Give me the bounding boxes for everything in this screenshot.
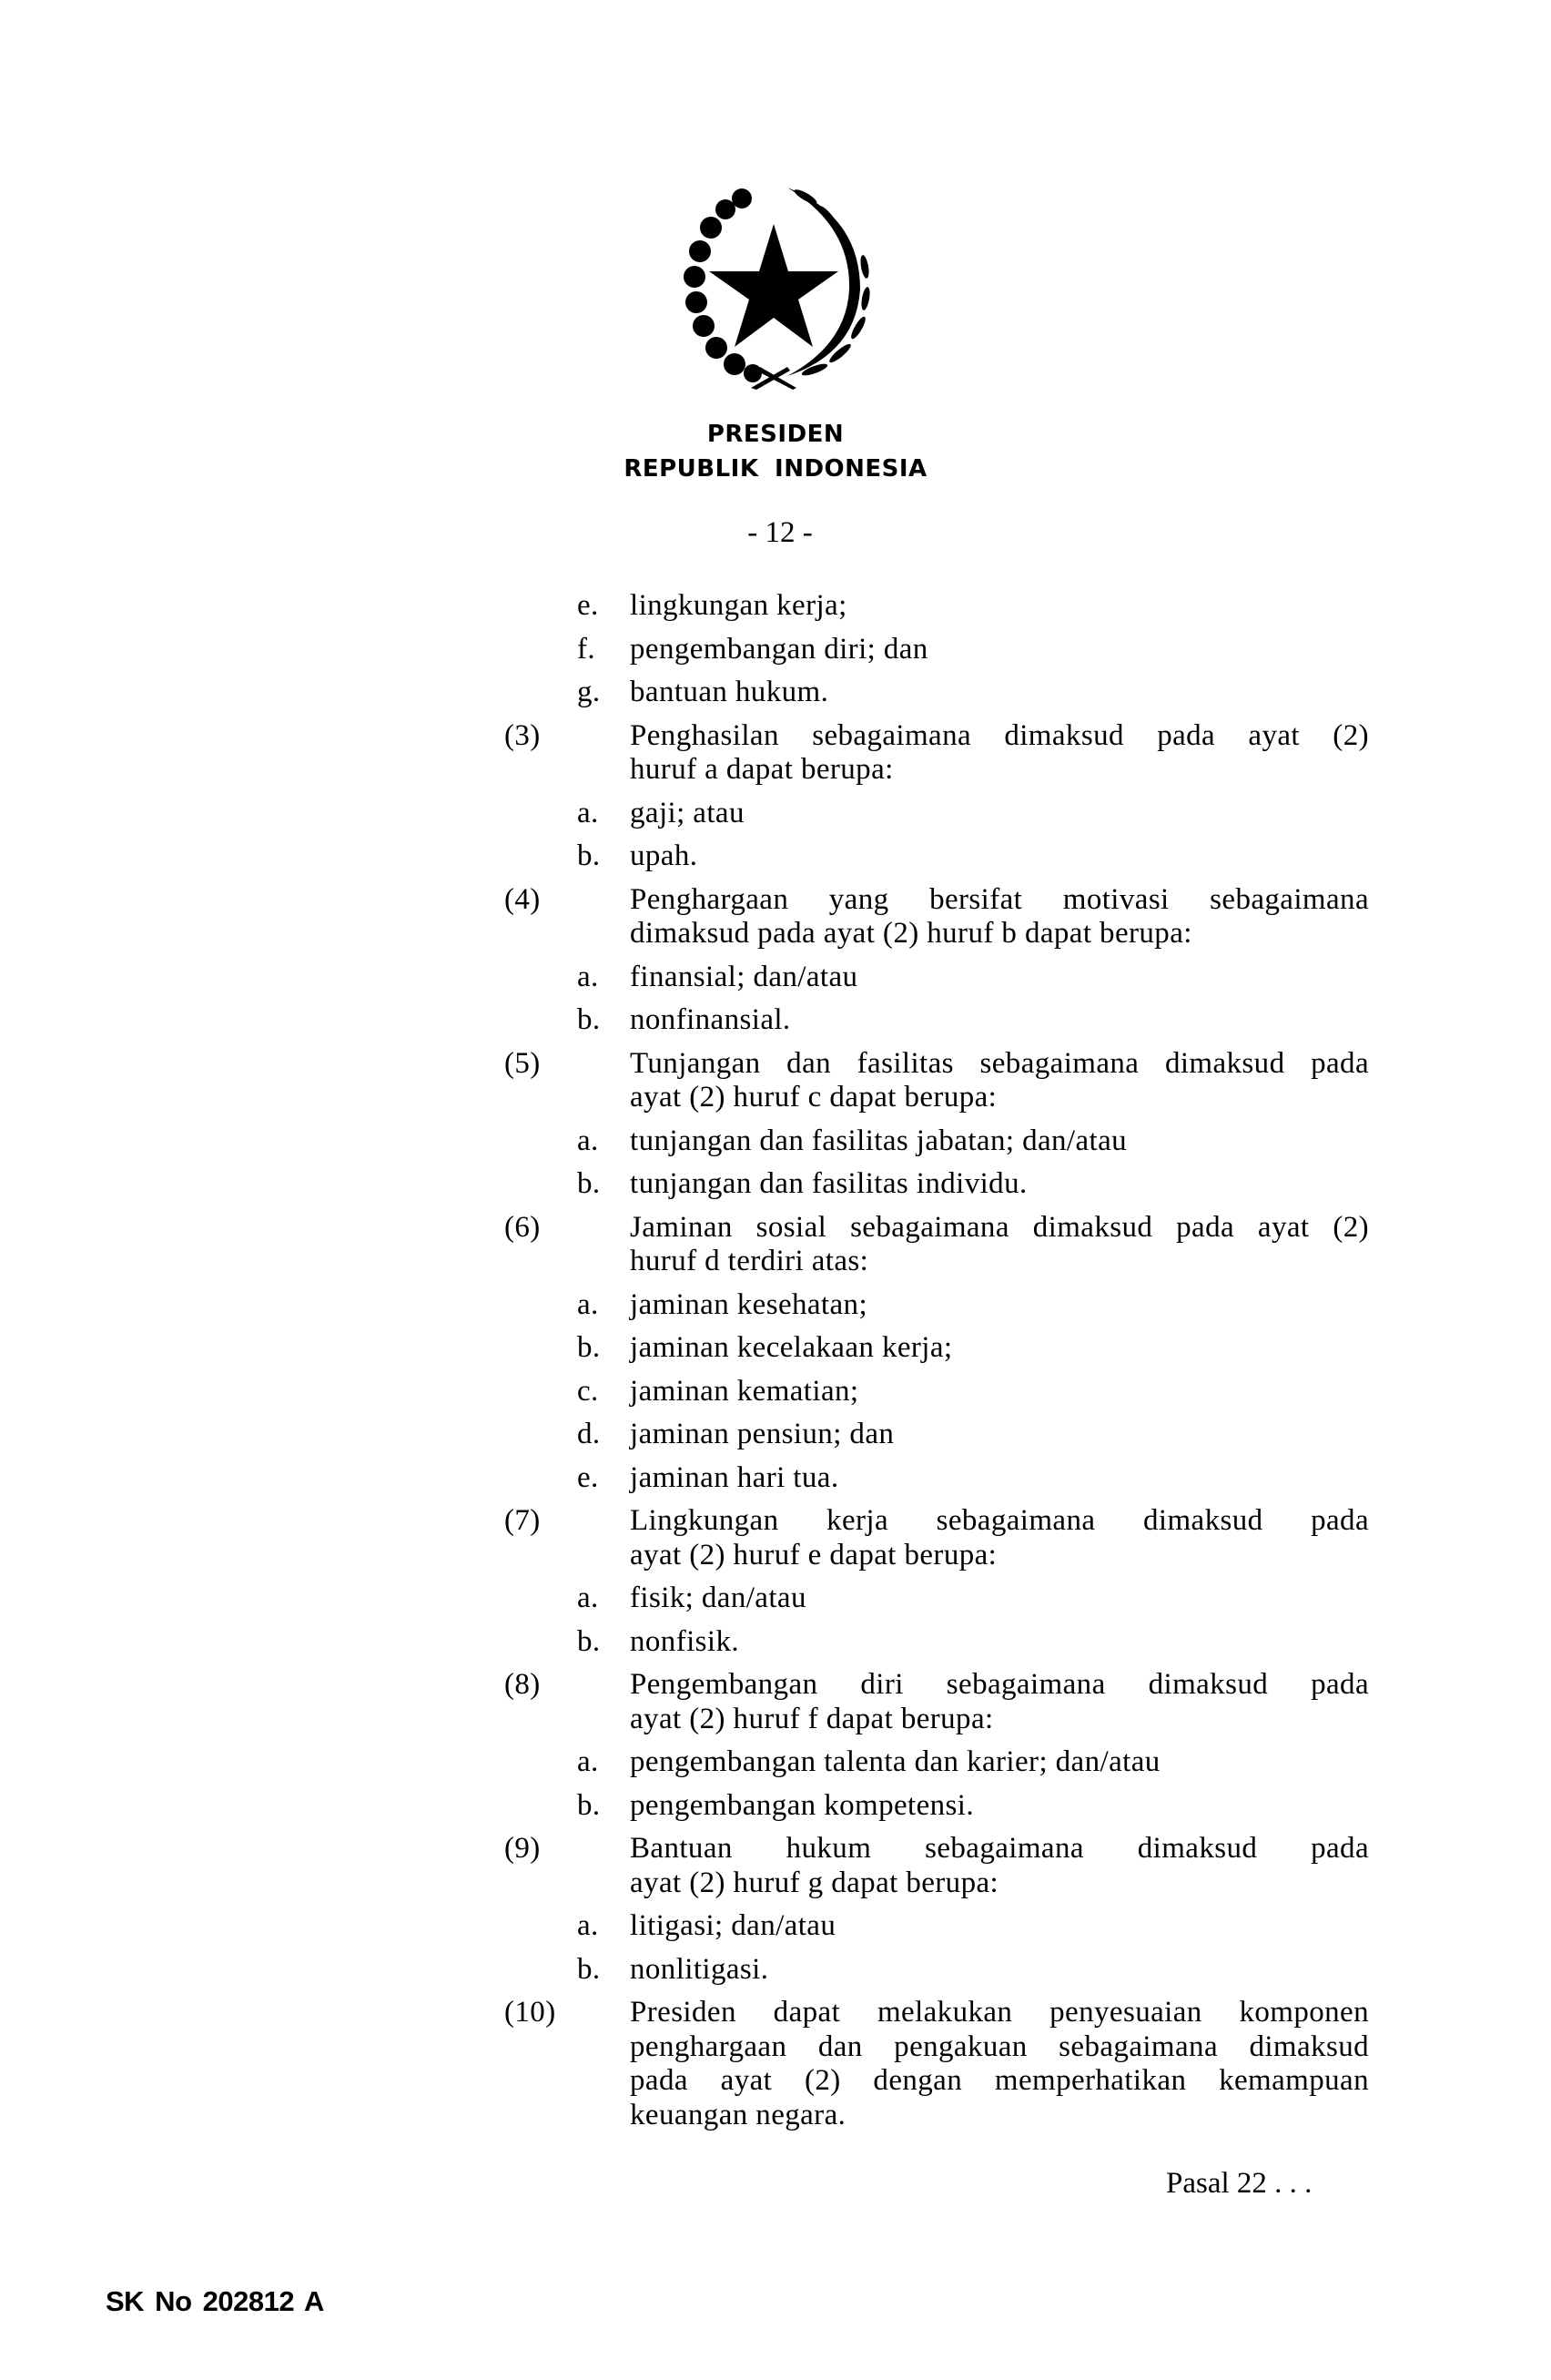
paragraph-number: (3) xyxy=(504,718,541,752)
paragraph-number: (8) xyxy=(504,1668,541,1701)
subitem-label: a. xyxy=(577,1582,599,1614)
paragraph-line: dimaksud pada ayat (2) huruf b dapat berupa: xyxy=(630,917,1192,950)
footer-code: SK No 202812 A xyxy=(106,2285,324,2317)
subitem-label: e. xyxy=(577,1460,599,1494)
subitem-label: d. xyxy=(577,1418,601,1450)
paragraph-item xyxy=(504,1832,1369,1900)
list-subitem xyxy=(504,1789,1369,1824)
page-number: - 12 - xyxy=(747,516,813,549)
subitem-text: litigasi; dan/atau xyxy=(630,1909,836,1942)
subitem-label: g. xyxy=(577,676,601,708)
subitem-text: nonlitigasi. xyxy=(630,1952,769,1986)
paragraph-item xyxy=(504,883,1369,951)
subitem-label: b. xyxy=(577,1003,601,1036)
star-icon xyxy=(709,224,838,347)
subitem-text: nonfisik. xyxy=(630,1624,740,1658)
subitem-label: f. xyxy=(577,632,596,666)
paragraph-line: Pengembangan diri sebagaimana dimaksud pada xyxy=(630,1668,1369,1701)
paragraph-item xyxy=(504,1668,1369,1736)
paragraph-line: ayat (2) huruf f dapat berupa: xyxy=(630,1702,994,1735)
subitem-label: b. xyxy=(577,1167,601,1200)
paragraph-number: (6) xyxy=(504,1210,541,1244)
paragraph-item xyxy=(504,1504,1369,1572)
paragraph-line: Jaminan sosial sebagaimana dimaksud pada ayat (2) xyxy=(630,1210,1369,1244)
paragraph-line: Presiden dapat melakukan penyesuaian komponen xyxy=(630,1996,1369,2029)
subitem-text: jaminan kesehatan; xyxy=(630,1287,868,1321)
subitem-label: a. xyxy=(577,796,599,829)
list-subitem xyxy=(504,633,1369,667)
list-subitem xyxy=(504,1418,1369,1452)
subitem-text: bantuan hukum. xyxy=(630,676,829,708)
subitem-label: a. xyxy=(577,1745,599,1778)
subitem-label: b. xyxy=(577,1952,601,1986)
list-subitem xyxy=(504,1167,1369,1202)
paragraph-line: huruf a dapat berupa: xyxy=(630,753,894,786)
paragraph-item xyxy=(504,1211,1369,1279)
paragraph-line: ayat (2) huruf c dapat berupa: xyxy=(630,1081,998,1114)
subitem-label: b. xyxy=(577,1624,601,1658)
paragraph-line: penghargaan dan pengakuan sebagaimana dimaksud xyxy=(630,2029,1369,2063)
paragraph-line: Bantuan hukum sebagaimana dimaksud pada xyxy=(630,1832,1369,1865)
subitem-text: pengembangan kompetensi. xyxy=(630,1788,974,1822)
list-subitem xyxy=(504,1745,1369,1780)
letterhead-subtitle: REPUBLIK INDONESIA xyxy=(623,455,928,483)
subitem-text: jaminan hari tua. xyxy=(630,1460,839,1494)
list-subitem xyxy=(504,1953,1369,1988)
list-subitem xyxy=(504,797,1369,831)
subitem-label: a. xyxy=(577,1124,599,1157)
subitem-text: jaminan kecelakaan kerja; xyxy=(630,1331,953,1364)
subitem-label: b. xyxy=(577,1331,601,1364)
subitem-label: b. xyxy=(577,839,601,872)
list-subitem xyxy=(504,1625,1369,1660)
subitem-label: a. xyxy=(577,960,599,993)
subitem-text: nonfinansial. xyxy=(630,1003,791,1036)
paragraph-item xyxy=(504,1047,1369,1115)
subitem-label: b. xyxy=(577,1788,601,1822)
subitem-text: lingkungan kerja; xyxy=(630,589,847,622)
paragraph-line: ayat (2) huruf e dapat berupa: xyxy=(630,1538,998,1571)
paragraph-number: (9) xyxy=(504,1832,541,1865)
paragraph-line: pada ayat (2) dengan memperhatikan kemampuan xyxy=(630,2064,1369,2097)
subitem-text: pengembangan diri; dan xyxy=(630,632,928,666)
subitem-text: pengembangan talenta dan karier; dan/atau xyxy=(630,1745,1161,1778)
list-subitem xyxy=(504,676,1369,710)
paragraph-line: Tunjangan dan fasilitas sebagaimana dimaksud pada xyxy=(630,1046,1369,1080)
paragraph-number: (5) xyxy=(504,1046,541,1080)
list-subitem xyxy=(504,1003,1369,1038)
subitem-text: gaji; atau xyxy=(630,796,745,829)
list-subitem xyxy=(504,1288,1369,1323)
list-subitem xyxy=(504,1124,1369,1159)
list-subitem xyxy=(504,1331,1369,1366)
list-subitem xyxy=(504,1582,1369,1616)
subitem-text: tunjangan dan fasilitas individu. xyxy=(630,1167,1028,1200)
paragraph-line: Penghasilan sebagaimana dimaksud pada ayat (2) xyxy=(630,718,1369,752)
paragraph-line: ayat (2) huruf g dapat berupa: xyxy=(630,1866,999,1899)
subitem-text: upah. xyxy=(630,839,698,872)
paragraph-number: (10) xyxy=(504,1996,556,2029)
subitem-text: jaminan kematian; xyxy=(630,1374,859,1408)
paragraph-line: Lingkungan kerja sebagaimana dimaksud pada xyxy=(630,1504,1369,1537)
subitem-label: a. xyxy=(577,1287,599,1321)
list-subitem xyxy=(504,1375,1369,1409)
subitem-text: jaminan pensiun; dan xyxy=(630,1418,895,1450)
continuation-marker: Pasal 22 . . . xyxy=(1166,2167,1313,2200)
paragraph-item xyxy=(504,1996,1369,2132)
paragraph-number: (4) xyxy=(504,882,541,916)
paragraph-line: huruf d terdiri atas: xyxy=(630,1245,869,1277)
list-subitem xyxy=(504,961,1369,995)
subitem-label: c. xyxy=(577,1374,599,1408)
paragraph-line: keuangan negara. xyxy=(630,2098,846,2131)
paragraph-line: Penghargaan yang bersifat motivasi sebagaimana xyxy=(630,882,1369,916)
letterhead-title: PRESIDEN xyxy=(706,421,845,448)
article-body xyxy=(504,589,1369,2141)
list-subitem xyxy=(504,1909,1369,1944)
paragraph-number: (7) xyxy=(504,1504,541,1537)
list-subitem xyxy=(504,839,1369,874)
subitem-label: e. xyxy=(577,589,599,622)
subitem-text: tunjangan dan fasilitas jabatan; dan/atau xyxy=(630,1124,1128,1157)
subitem-text: fisik; dan/atau xyxy=(630,1582,806,1614)
list-subitem xyxy=(504,1461,1369,1496)
list-subitem xyxy=(504,589,1369,624)
subitem-label: a. xyxy=(577,1909,599,1942)
presidential-emblem xyxy=(678,180,882,390)
subitem-text: finansial; dan/atau xyxy=(630,960,858,993)
paragraph-item xyxy=(504,719,1369,788)
